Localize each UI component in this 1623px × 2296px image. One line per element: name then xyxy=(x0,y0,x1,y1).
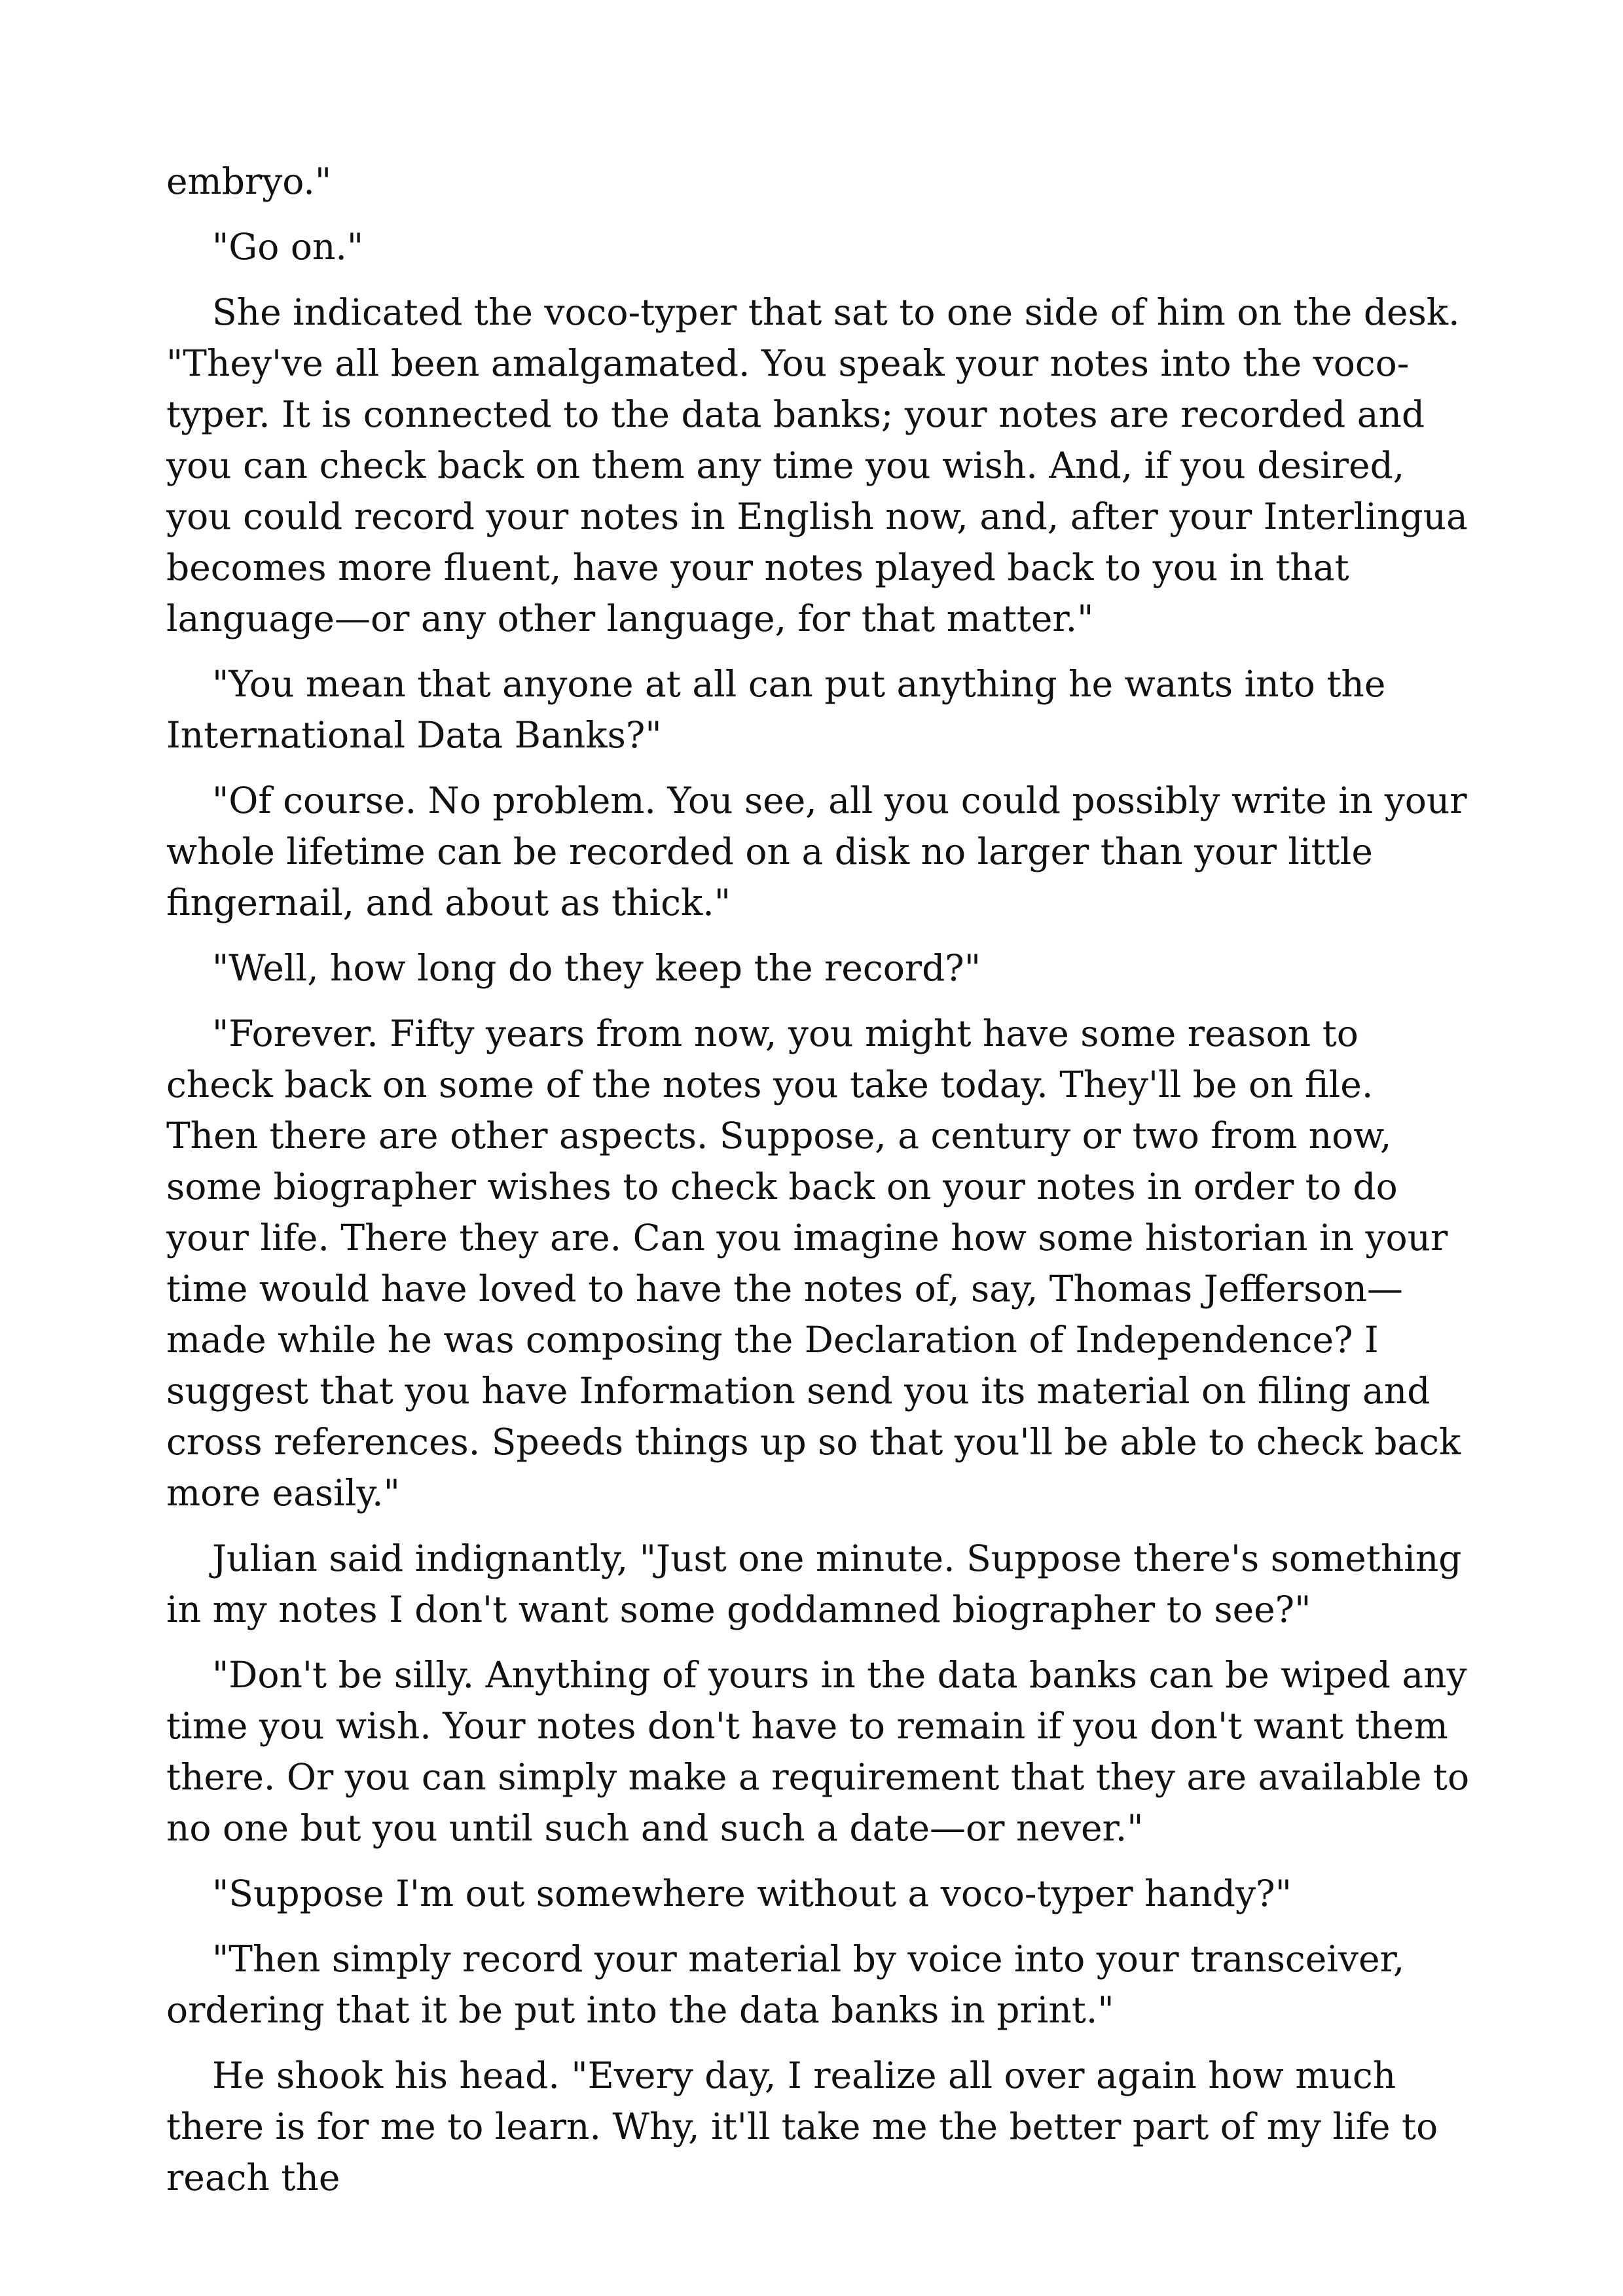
paragraph: "Well, how long do they keep the record?" xyxy=(212,947,981,989)
paragraph: "You mean that anyone at all can put anything he wants into the International Data Banks?" xyxy=(166,663,1386,756)
paragraph: "Don't be silly. Anything of yours in the data banks can be wiped any time you wish. Your notes don't have to remain if you don't want them there. Or you can simply make a requirement that they are available to no one but you until such and such a date—or never." xyxy=(166,1654,1470,1849)
paragraph: "Suppose I'm out somewhere without a voco-typer handy?" xyxy=(212,1873,1292,1914)
paragraph: embryo." xyxy=(166,160,332,202)
page-body xyxy=(166,156,1476,2217)
paragraph: "Of course. No problem. You see, all you could possibly write in your whole lifetime can be recorded on a disk no larger than your little fingernail, and about as thick." xyxy=(166,780,1467,924)
paragraph: She indicated the voco-typer that sat to one side of him on the desk. "They've all been amalgamated. You speak your notes into the voco-typer. It is connected to the data banks; your notes are recorded and you can check back on them any time you wish. And, if you desired, you could record your notes in English now, and, after your Interlingua becomes more fluent, have your notes played back to you in that language—or any other language, for that matter." xyxy=(166,291,1468,639)
paragraph: "Forever. Fifty years from now, you might have some reason to check back on some of the notes you take today. They'll be on file. Then there are other aspects. Suppose, a century or two from now, some biographer wishes to check back on your notes in order to do your life. There they are. Can you imagine how some historian in your time would have loved to have the notes of, say, Thomas Jefferson—made while he was composing the Declaration of Independence? I suggest that you have Information send you its material on filing and cross references. Speeds things up so that you'll be able to check back more easily." xyxy=(166,1013,1461,1514)
paragraph: "Then simply record your material by voice into your transceiver, ordering that it be put into the data banks in print." xyxy=(166,1938,1405,2031)
paragraph: "Go on." xyxy=(212,226,364,268)
paragraph: He shook his head. "Every day, I realize all over again how much there is for me to learn. Why, it'll take me the better part of my life to reach the xyxy=(166,2054,1438,2198)
paragraph: Julian said indignantly, "Just one minute. Suppose there's something in my notes I don't want some goddamned biographer to see?" xyxy=(166,1537,1462,1630)
